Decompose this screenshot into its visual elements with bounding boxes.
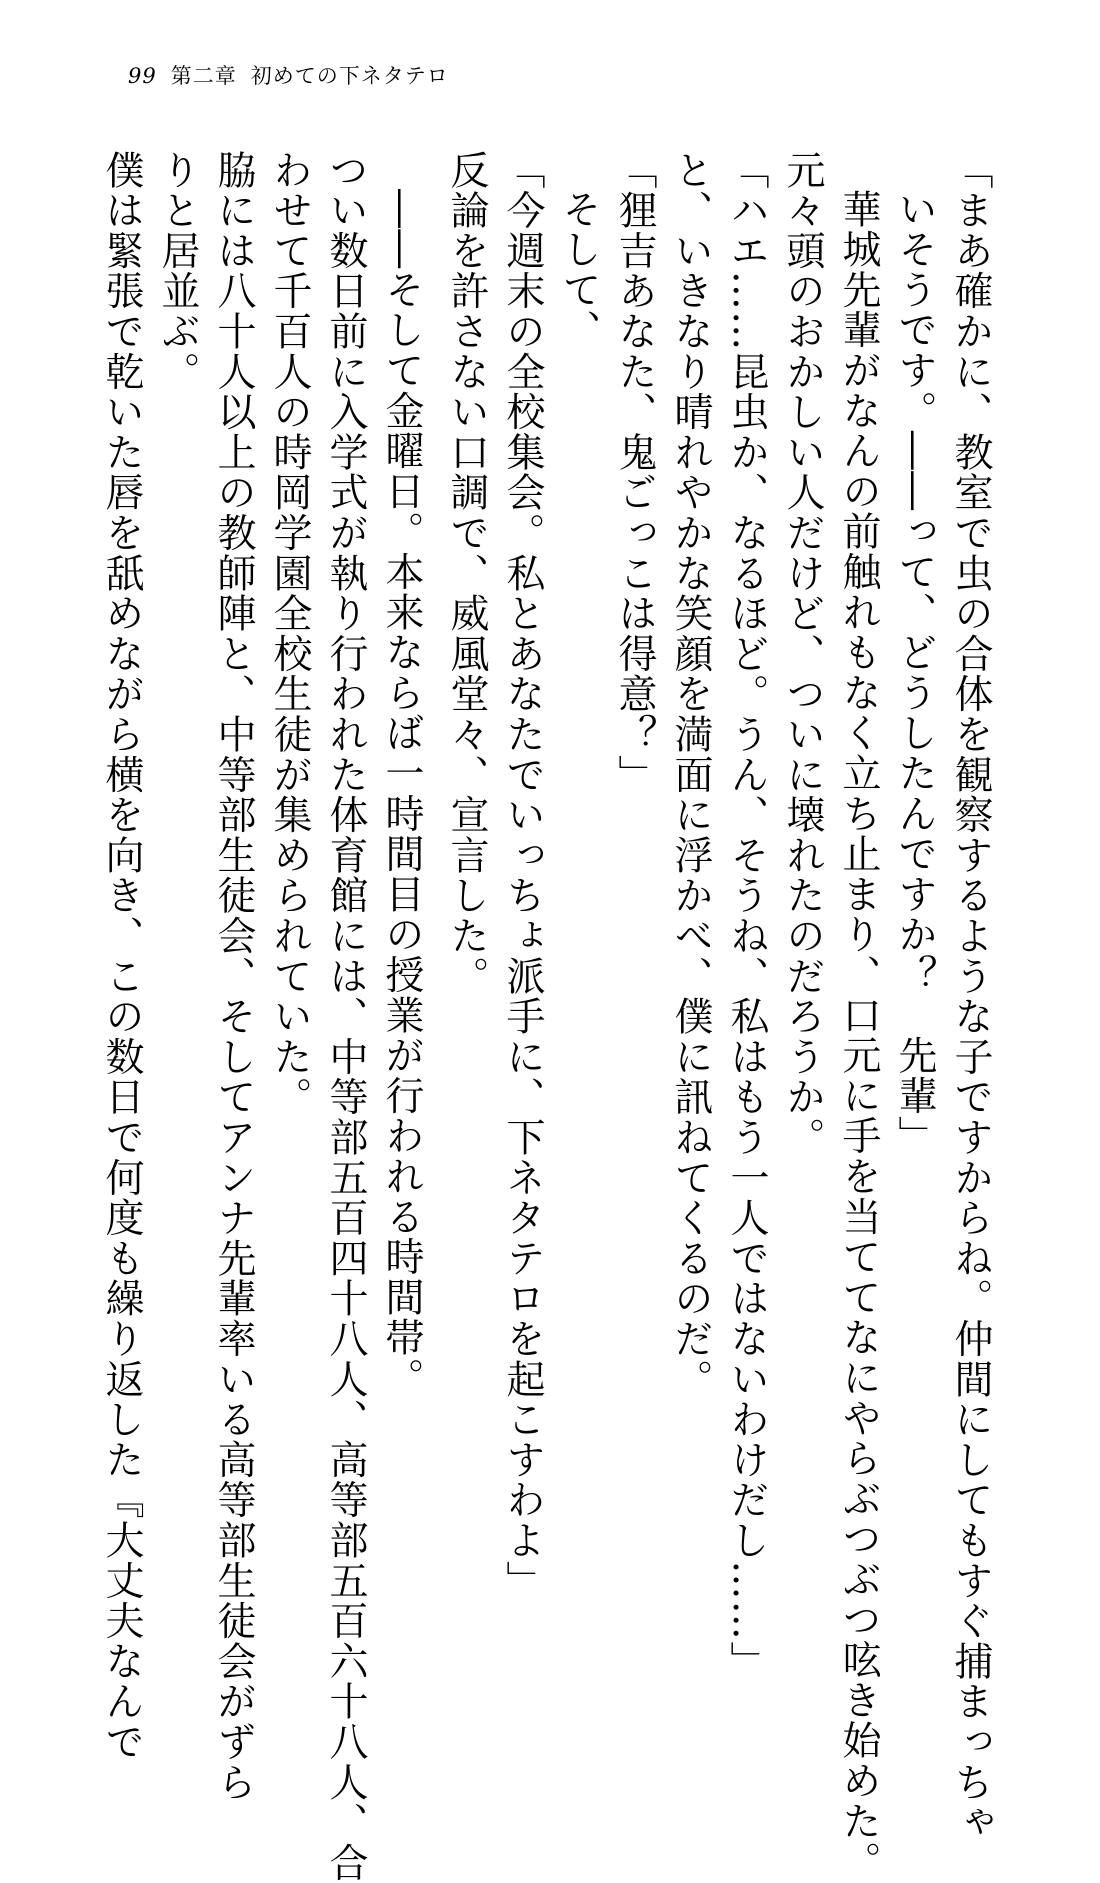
text-line: 「ハエ……昆虫か、なるほど。うん、そうね、私はもう一人ではないわけだし……」 xyxy=(724,150,769,1682)
text-line: 反論を許さない口調で、威風堂々、宣言した。 xyxy=(444,150,489,997)
text-line: と、いきなり晴れやかな笑顔を満面に浮かべ、僕に訊ねてくるのだ。 xyxy=(668,150,713,1400)
chapter-title: 初めての下ネタテロ xyxy=(250,64,449,88)
text-line: そして、 xyxy=(556,189,601,351)
text-line: 華城先輩がなんの前触れもなく立ち止まり、口元に手を当ててなにやらぶつぶつ呟き始めた。 xyxy=(836,189,881,1882)
chapter-label: 第二章 xyxy=(170,64,237,88)
text-line: りと居並ぶ。 xyxy=(155,150,200,392)
text-line: わせて千百人の時岡学園全校生徒が集められていた。 xyxy=(267,150,312,1118)
text-line: 「狸吉あなた、鬼ごっこは得意？」 xyxy=(612,150,657,795)
text-line: 脇には八十人以上の教師陣と、中等部生徒会、そしてアンナ先輩率いる高等部生徒会がずら xyxy=(211,150,256,1803)
vertical-body-text xyxy=(99,150,998,1883)
text-line: 「まあ確かに、教室で虫の合体を観察するような子ですからね。仲間にしてもすぐ捕まっちゃ xyxy=(948,150,993,1843)
text-line: 僕は緊張で乾いた唇を舐めながら横を向き、この数日で何度も繰り返した『大丈夫なんで xyxy=(99,150,144,1762)
text-line: 元々頭のおかしい人だけど、ついに壊れたのだろうか。 xyxy=(780,150,825,1158)
running-header xyxy=(128,60,449,96)
text-line: 「今週末の全校集会。私とあなたでいっちょ派手に、下ネタテロを起こすわよ」 xyxy=(500,150,545,1601)
text-line: ――そして金曜日。本来ならば一時間目の授業が行われる時間帯。 xyxy=(379,189,424,1398)
text-line: いそうです。――って、どうしたんですか？ 先輩」 xyxy=(892,189,937,1157)
text-line: つい数日前に入学式が執り行われた体育館には、中等部五百四十八人、高等部五百六十八人、合 xyxy=(323,150,368,1883)
page-number: 99 xyxy=(128,64,157,88)
section-break xyxy=(429,150,438,1570)
